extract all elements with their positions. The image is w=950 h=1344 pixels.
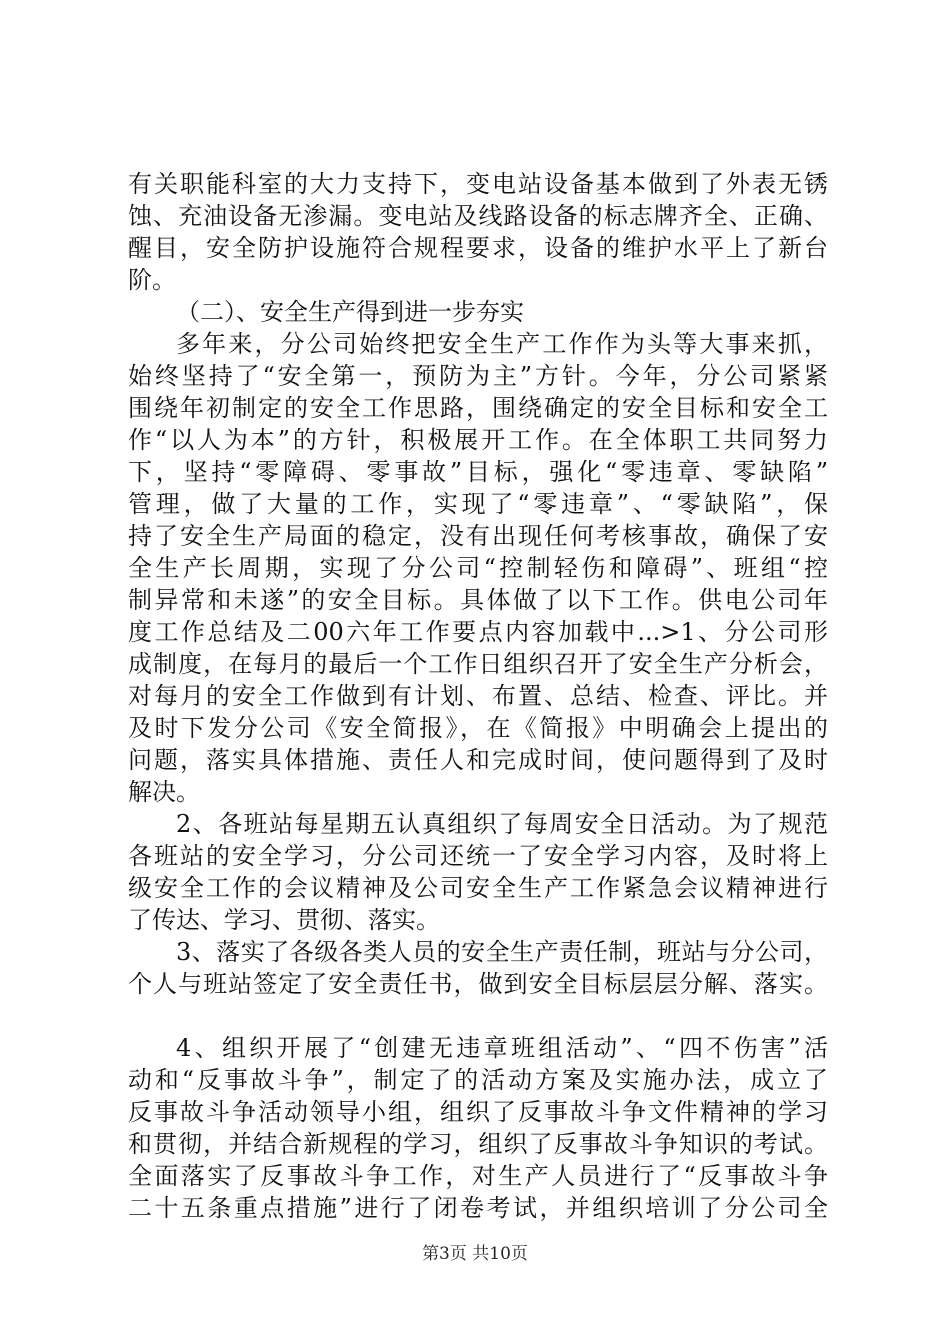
- text-line: 全面落实了反事故斗争工作，对生产人员进行了“反事故斗争: [128, 1162, 828, 1190]
- text-line: 制异常和未遂”的安全目标。具体做了以下工作。供电公司年: [128, 586, 828, 614]
- text-line: 全生产长周期，实现了分公司“控制轻伤和障碍”、班组“控: [128, 554, 828, 582]
- text-line: 成制度，在每月的最后一个工作日组织召开了安全生产分析会，: [128, 650, 828, 678]
- paragraph-gap: [128, 1000, 828, 1032]
- text-line: 反事故斗争活动领导小组，组织了反事故斗争文件精神的学习: [128, 1098, 828, 1126]
- text-line: 4、组织开展了“创建无违章班组活动”、“四不伤害”活: [176, 1034, 828, 1062]
- text-line: 问题，落实具体措施、责任人和完成时间，使问题得到了及时: [128, 746, 828, 774]
- text-line: 解决。: [128, 778, 200, 806]
- text-line: 2、各班站每星期五认真组织了每周安全日活动。为了规范: [176, 810, 828, 838]
- section-heading: （二）、安全生产得到进一步夯实: [176, 298, 524, 326]
- text-line: 管理，做了大量的工作，实现了“零违章”、“零缺陷”，保: [128, 490, 828, 518]
- page-footer: 第3页 共10页: [422, 1244, 528, 1264]
- text-line: 各班站的安全学习，分公司还统一了安全学习内容，及时将上: [128, 842, 828, 870]
- text-line: 作“以人为本”的方针，积极展开工作。在全体职工共同努力: [128, 426, 828, 454]
- text-line: 多年来，分公司始终把安全生产工作作为头等大事来抓，: [176, 330, 828, 358]
- text-line: 级安全工作的会议精神及公司安全生产工作紧急会议精神进行: [128, 874, 828, 902]
- document-body: [128, 168, 828, 1224]
- text-line: 持了安全生产局面的稳定，没有出现任何考核事故，确保了安: [128, 522, 828, 550]
- text-line: 围绕年初制定的安全工作思路，围绕确定的安全目标和安全工: [128, 394, 828, 422]
- text-line: 度工作总结及二00六年工作要点内容加载中...>1、分公司形: [128, 618, 828, 646]
- text-line: 阶。: [128, 266, 176, 294]
- text-line: 动和“反事故斗争”，制定了的活动方案及实施办法，成立了: [128, 1066, 828, 1094]
- text-line: 3、落实了各级各类人员的安全生产责任制，班站与分公司，: [176, 938, 828, 966]
- text-line: 有关职能科室的大力支持下，变电站设备基本做到了外表无锈: [128, 170, 828, 198]
- text-line: 醒目，安全防护设施符合规程要求，设备的维护水平上了新台: [128, 234, 828, 262]
- text-line: 二十五条重点措施”进行了闭卷考试，并组织培训了分公司全: [128, 1194, 828, 1222]
- text-line: 及时下发分公司《安全简报》，在《简报》中明确会上提出的: [128, 714, 828, 742]
- text-line: 始终坚持了“安全第一，预防为主”方针。今年，分公司紧紧: [128, 362, 828, 390]
- text-line: 蚀、充油设备无渗漏。变电站及线路设备的标志牌齐全、正确、: [128, 202, 828, 230]
- text-line: 个人与班站签定了安全责任书，做到安全目标层层分解、落实。: [128, 970, 828, 998]
- text-line: 了传达、学习、贯彻、落实。: [128, 906, 440, 934]
- text-line: 下，坚持“零障碍、零事故”目标，强化“零违章、零缺陷”: [128, 458, 828, 486]
- text-line: 和贯彻，并结合新规程的学习，组织了反事故斗争知识的考试。: [128, 1130, 828, 1158]
- text-line: 对每月的安全工作做到有计划、布置、总结、检查、评比。并: [128, 682, 828, 710]
